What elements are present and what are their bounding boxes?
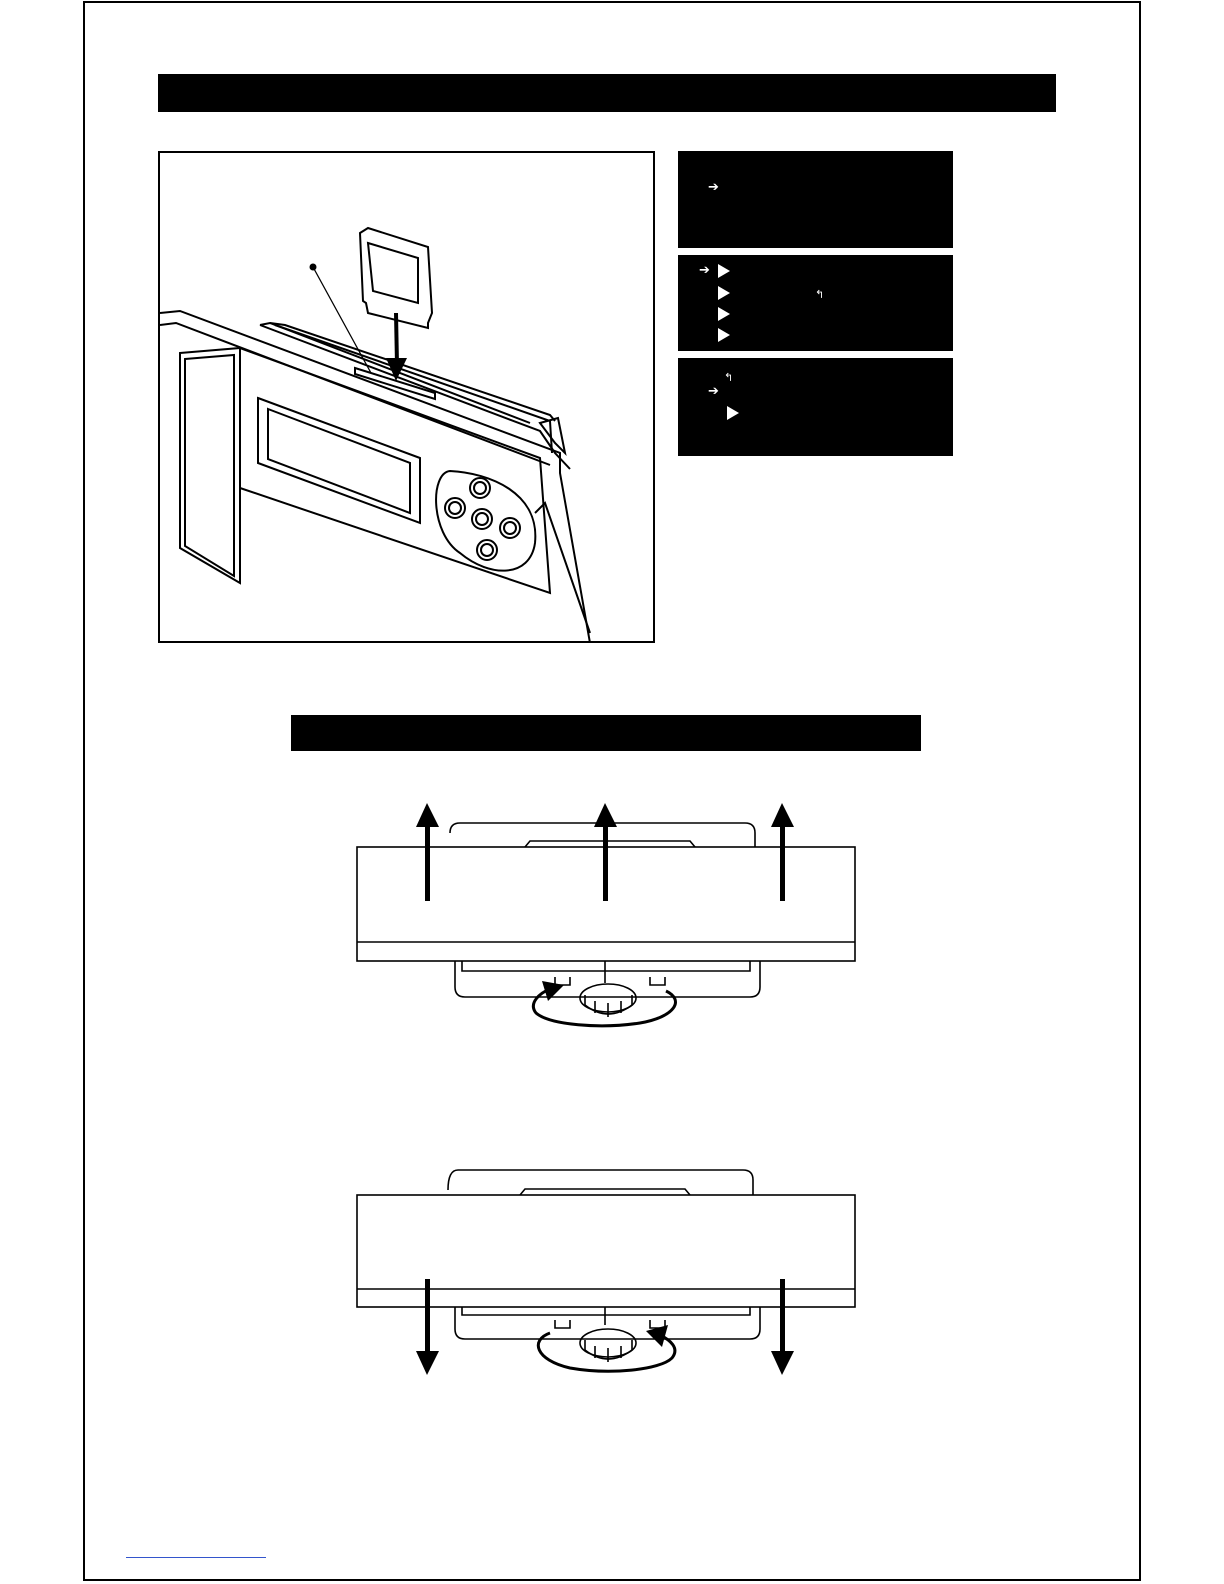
section-header-bar [158, 74, 1056, 112]
leveling-lower-illustration [350, 1165, 870, 1385]
right-arrow-icon: ➔ [699, 263, 710, 278]
sd-card-illustration [160, 153, 655, 643]
return-icon: ↰ [724, 371, 734, 384]
return-icon: ↰ [815, 288, 825, 301]
rotate-counterclockwise-icon [533, 989, 675, 1026]
play-triangle-icon [727, 406, 739, 420]
leveling-raise-illustration [350, 795, 870, 1045]
section-header-title [158, 83, 172, 103]
play-triangle-icon [718, 307, 730, 321]
leveling-lower-figure [350, 1165, 870, 1385]
play-triangle-icon [718, 286, 730, 300]
right-arrow-icon: ➔ [708, 180, 719, 195]
sd-card-insertion-figure [158, 151, 655, 643]
section-header-bar-2 [291, 715, 921, 751]
instruction-panel-3 [678, 358, 953, 456]
section-header-title-2 [291, 724, 305, 744]
play-triangle-icon [718, 328, 730, 342]
right-arrow-icon: ➔ [708, 384, 719, 399]
instruction-panel-2 [678, 255, 953, 351]
footer-link-underline [126, 1557, 266, 1558]
play-triangle-icon [718, 264, 730, 278]
instruction-panel-1 [678, 151, 953, 248]
leveling-raise-figure [350, 795, 870, 1045]
